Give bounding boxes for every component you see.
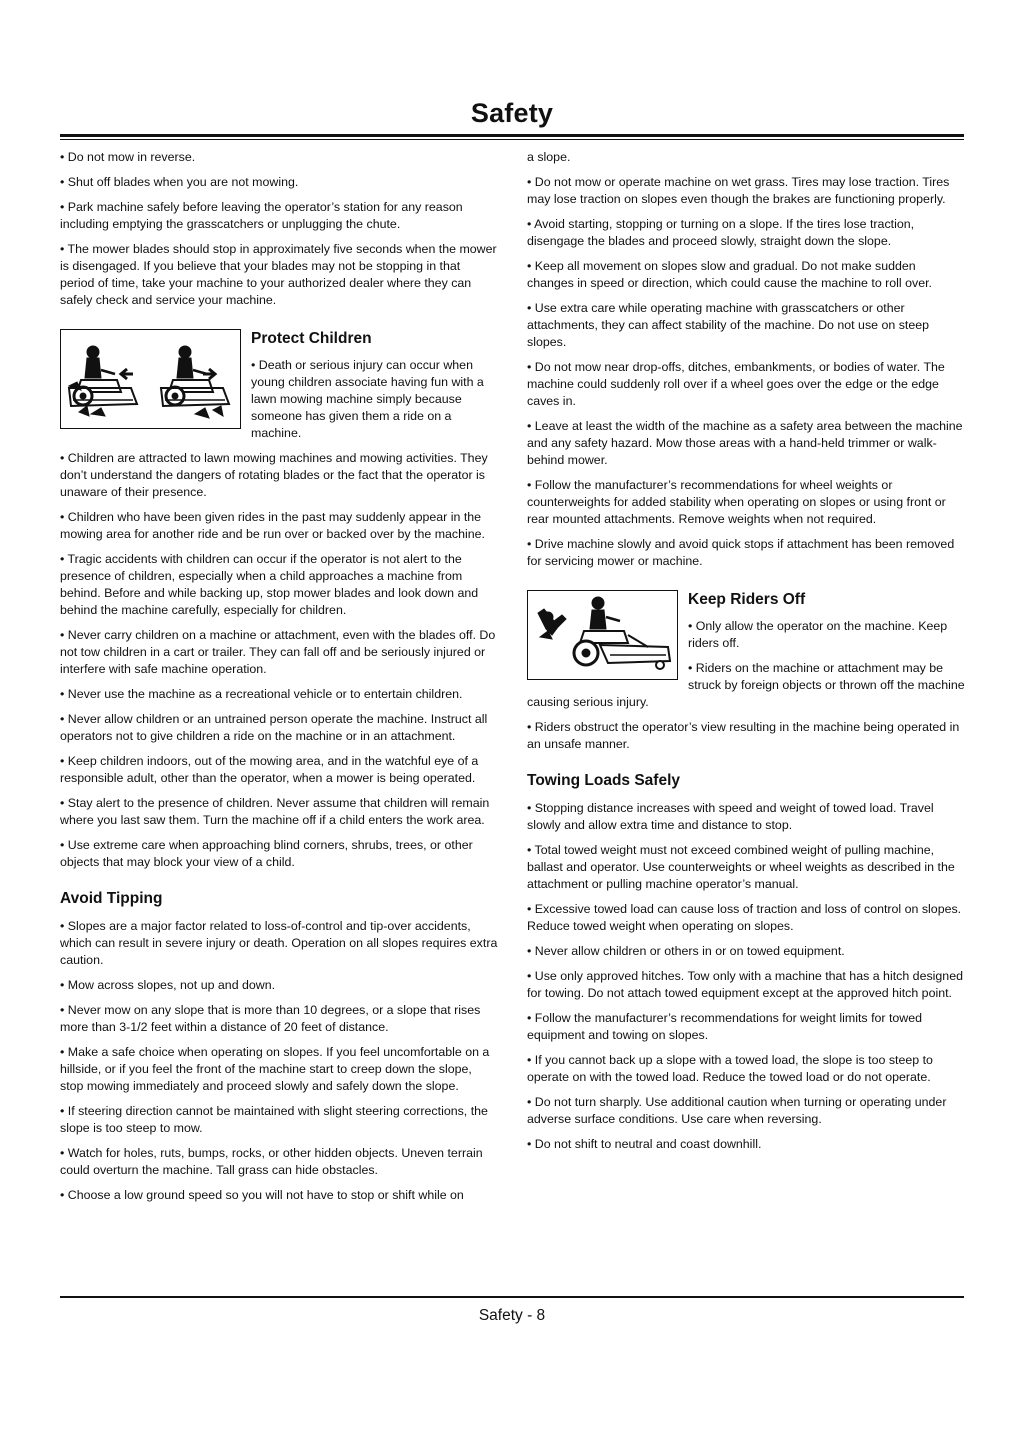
bullet-item: • Do not mow in reverse. — [60, 150, 196, 164]
left-column — [60, 149, 498, 1212]
bullet-item: • Keep children indoors, out of the mowing area, and in the watchful eye of a responsible adult, other than the operator, when a mower is being operated. — [60, 754, 479, 785]
bullet-item: • Mow across slopes, not up and down. — [60, 978, 276, 992]
bullet-item: • Do not mow near drop-offs, ditches, embankments, or bodies of water. The machine could suddenly roll over if a wheel goes over the edge or the edge caves in. — [527, 360, 945, 408]
page-title: Safety — [470, 98, 554, 128]
mower-with-child-rider-warning-icon — [60, 329, 241, 429]
bullet-item: • Never allow children or others in or on towed equipment. — [527, 944, 845, 958]
bullet-item: • The mower blades should stop in approximately five seconds when the mower is disengaged. If you believe that your blades may not be stopping in that period of time, take your machine to your authorized dealer where they can safely check and service your machine. — [60, 242, 497, 307]
protect-children-heading: Protect Children — [251, 330, 372, 347]
bullet-item: • Park machine safely before leaving the operator’s station for any reason including emptying the grasscatchers or unplugging the chute. — [60, 200, 463, 231]
bullet-item: • If you cannot back up a slope with a towed load, the slope is too steep to operate on with the towed load. Reduce the towed load or do not operate. — [527, 1053, 933, 1084]
avoid-tipping-heading: Avoid Tipping — [60, 890, 163, 907]
bullet-item: • Excessive towed load can cause loss of traction and loss of control on slopes. Reduce towed weight when operating on slopes. — [527, 902, 962, 933]
bullet-item: a slope. — [527, 150, 571, 164]
bullet-item: • Leave at least the width of the machine as a safety area between the machine and any safety hazard. Mow those areas with a hand-held trimmer or walk-behind mower. — [527, 419, 963, 467]
avoid-tipping-continued-list — [527, 149, 965, 570]
bullet-item: • Shut off blades when you are not mowing. — [60, 175, 299, 189]
bullet-item: • Drive machine slowly and avoid quick stops if attachment has been removed for servicing mower or machine. — [527, 537, 955, 568]
bullet-item: • Do not mow or operate machine on wet grass. Tires may lose traction. Tires may lose traction on slopes even though the brakes are functioning properly. — [527, 175, 950, 206]
bullet-item: • Children who have been given rides in the past may suddenly appear in the mowing area for another ride and be run over or backed over by the machine. — [60, 510, 485, 541]
bullet-item: • Stay alert to the presence of children. Never assume that children will remain where you last saw them. Turn the machine off if a child enters the work area. — [60, 796, 490, 827]
bullet-item: • Stopping distance increases with speed and weight of towed load. Travel slowly and allow extra time and distance to stop. — [527, 801, 934, 832]
bullet-item: • Tragic accidents with children can occur if the operator is not alert to the presence of children, especially when a child approaches a machine from behind. Before and while backing up, stop mower blades and look down and behind the machine carefully, especially for children. — [60, 552, 479, 617]
bullet-item: • Never allow children or an untrained person operate the machine. Instruct all operators not to give children a ride on the machine or in an attachment. — [60, 712, 488, 743]
towing-loads-list — [527, 800, 965, 1153]
bullet-item: • Total towed weight must not exceed combined weight of pulling machine, ballast and operator. Use counterweights or wheel weights as described in the attachment or pulling machine operator’s manual. — [527, 843, 955, 891]
bullet-item: • Choose a low ground speed so you will not have to stop or shift while on — [60, 1188, 464, 1202]
bullet-item: • Slopes are a major factor related to loss-of-control and tip-over accidents, which can result in severe injury or death. Operation on all slopes requires extra caution. — [60, 919, 498, 967]
bullet-item: • Children are attracted to lawn mowing machines and mowing activities. They don’t understand the dangers of rotating blades or the fact that the operator is unaware of their presence. — [60, 451, 488, 499]
bullet-item: • Do not shift to neutral and coast downhill. — [527, 1137, 762, 1151]
bullet-item: • Make a safe choice when operating on slopes. If you feel uncomfortable on a hillside, or if you feel the front of the machine start to creep down the slope, stop mowing immediately and proceed slowly and safely down the slope. — [60, 1045, 490, 1093]
header-rule-thick — [60, 134, 964, 137]
protect-children-block — [60, 329, 498, 442]
bullet-item: • Avoid starting, stopping or turning on a slope. If the tires lose traction, disengage the blades and proceed slowly, straight down the slope. — [527, 217, 915, 248]
bullet-item: • Keep all movement on slopes slow and gradual. Do not make sudden changes in speed or direction, which could cause the machine to roll over. — [527, 259, 932, 290]
bullet-item: • Use only approved hitches. Tow only with a machine that has a hitch designed for towing. Do not attach towed equipment except at the approved hitch point. — [527, 969, 963, 1000]
bullet-item: • Never carry children on a machine or attachment, even with the blades off. Do not tow children in a cart or trailer. They can fall off and be seriously injured or interfere with safe machine operation. — [60, 628, 496, 676]
intro-list — [60, 149, 498, 309]
bullet-item: • Only allow the operator on the machine. Keep riders off. — [688, 619, 948, 650]
bullet-item: • Use extra care while operating machine with grasscatchers or other attachments, they can affect stability of the machine. Do not use on steep slopes. — [527, 301, 930, 349]
header-rule-thin — [60, 139, 964, 140]
bullet-item: • Watch for holes, ruts, bumps, rocks, or other hidden objects. Uneven terrain could overturn the machine. Tall grass can hide obstacles. — [60, 1146, 483, 1177]
bullet-item: • If steering direction cannot be maintained with slight steering corrections, the slope is too steep to mow. — [60, 1104, 488, 1135]
bullet-item: • Follow the manufacturer’s recommendations for wheel weights or counterweights for added stability when operating on slopes or using front or rear mounted attachments. Remove weights when not required. — [527, 478, 946, 526]
bullet-item: • Death or serious injury can occur when young children associate having fun with a lawn mowing machine simply because someone has given them a ride on a machine. — [251, 358, 484, 440]
keep-riders-off-block — [527, 590, 965, 753]
rider-thrown-off-mower-warning-icon — [527, 590, 678, 680]
bullet-item: • Riders obstruct the operator’s view resulting in the machine being operated in an unsafe manner. — [527, 720, 960, 751]
avoid-tipping-list — [60, 918, 498, 1204]
bullet-item: • Never mow on any slope that is more than 10 degrees, or a slope that rises more than 3-1/2 feet within a distance of 20 feet of distance. — [60, 1003, 481, 1034]
towing-loads-heading: Towing Loads Safely — [527, 772, 681, 789]
bullet-item: • Follow the manufacturer’s recommendations for weight limits for towed equipment and towing on slopes. — [527, 1011, 923, 1042]
page-footer: Safety - 8 — [478, 1307, 546, 1324]
right-column — [527, 149, 965, 1161]
bullet-item: • Do not turn sharply. Use additional caution when turning or operating under adverse surface conditions. Use care when reversing. — [527, 1095, 947, 1126]
bullet-item: • Riders on the machine or attachment may be struck by foreign objects or thrown off the machine causing serious injury. — [527, 661, 965, 709]
bullet-item: • Use extreme care when approaching blind corners, shrubs, trees, or other objects that may block your view of a child. — [60, 838, 473, 869]
protect-children-list — [60, 450, 498, 871]
footer-rule — [60, 1296, 964, 1298]
keep-riders-off-heading: Keep Riders Off — [688, 591, 806, 608]
bullet-item: • Never use the machine as a recreational vehicle or to entertain children. — [60, 687, 463, 701]
